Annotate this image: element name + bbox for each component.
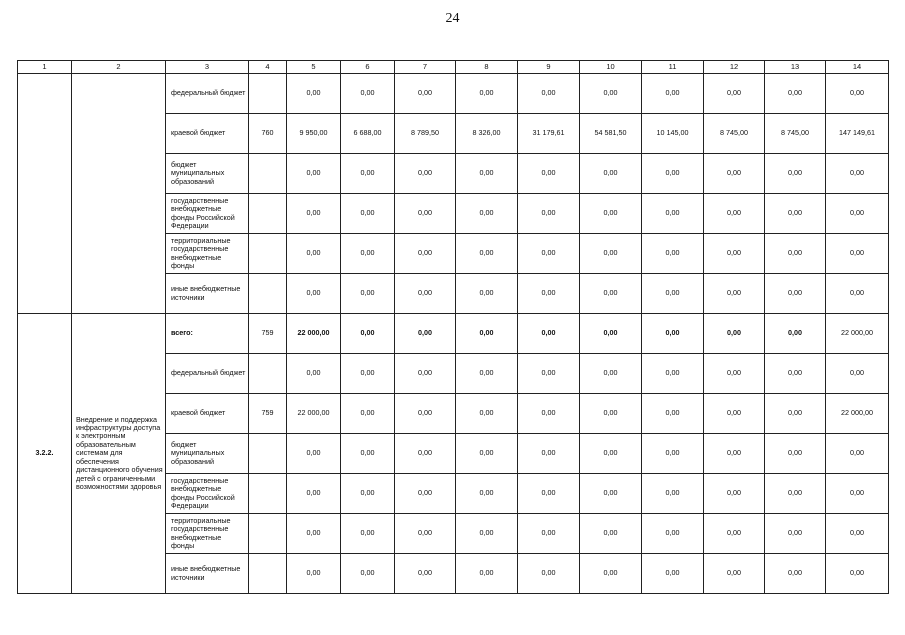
amount-cell: 0,00	[580, 554, 642, 594]
amount-cell: 0,00	[395, 474, 456, 514]
funding-source-label: краевой бюджет	[166, 394, 249, 434]
amount-cell: 0,00	[287, 474, 341, 514]
amount-cell: 22 000,00	[826, 314, 889, 354]
amount-cell: 0,00	[456, 234, 518, 274]
amount-cell: 0,00	[580, 514, 642, 554]
amount-cell: 0,00	[704, 234, 765, 274]
amount-cell: 0,00	[341, 554, 395, 594]
amount-cell: 0,00	[642, 74, 704, 114]
amount-cell: 0,00	[341, 514, 395, 554]
amount-cell: 0,00	[518, 474, 580, 514]
amount-cell: 0,00	[826, 194, 889, 234]
amount-cell: 0,00	[287, 74, 341, 114]
amount-cell: 0,00	[341, 434, 395, 474]
column-number-6: 6	[341, 61, 395, 74]
amount-cell: 0,00	[287, 434, 341, 474]
amount-cell: 0,00	[765, 474, 826, 514]
amount-cell: 0,00	[287, 154, 341, 194]
amount-cell: 0,00	[580, 354, 642, 394]
amount-cell: 0,00	[456, 394, 518, 434]
amount-cell: 0,00	[704, 154, 765, 194]
amount-cell: 0,00	[341, 314, 395, 354]
amount-cell: 0,00	[518, 514, 580, 554]
amount-cell: 0,00	[395, 154, 456, 194]
funding-source-label: государственные внебюджетные фонды Российской Федерации	[166, 194, 249, 234]
budget-code-cell	[249, 354, 287, 394]
amount-cell: 0,00	[704, 434, 765, 474]
amount-cell: 0,00	[580, 474, 642, 514]
funding-source-label: иные внебюджетные источники	[166, 274, 249, 314]
amount-cell: 0,00	[456, 194, 518, 234]
amount-cell: 0,00	[642, 234, 704, 274]
amount-cell: 0,00	[395, 194, 456, 234]
amount-cell: 8 745,00	[765, 114, 826, 154]
amount-cell: 0,00	[518, 274, 580, 314]
budget-code-cell	[249, 434, 287, 474]
column-number-11: 11	[642, 61, 704, 74]
column-number-3: 3	[166, 61, 249, 74]
amount-cell: 0,00	[287, 194, 341, 234]
amount-cell: 0,00	[341, 234, 395, 274]
amount-cell: 0,00	[456, 74, 518, 114]
budget-code-cell	[249, 514, 287, 554]
amount-cell: 0,00	[765, 554, 826, 594]
amount-cell: 0,00	[642, 274, 704, 314]
amount-cell: 0,00	[765, 514, 826, 554]
amount-cell: 0,00	[642, 194, 704, 234]
amount-cell: 8 789,50	[395, 114, 456, 154]
amount-cell: 0,00	[518, 234, 580, 274]
funding-source-label: всего:	[166, 314, 249, 354]
amount-cell: 54 581,50	[580, 114, 642, 154]
amount-cell: 0,00	[704, 514, 765, 554]
amount-cell: 0,00	[704, 354, 765, 394]
column-number-9: 9	[518, 61, 580, 74]
amount-cell: 0,00	[765, 274, 826, 314]
column-number-14: 14	[826, 61, 889, 74]
funding-source-label: территориальные государственные внебюджетные фонды	[166, 234, 249, 274]
table-row	[18, 74, 889, 114]
amount-cell: 0,00	[456, 434, 518, 474]
amount-cell: 22 000,00	[287, 314, 341, 354]
amount-cell: 22 000,00	[826, 394, 889, 434]
budget-code-cell	[249, 154, 287, 194]
budget-code-cell: 760	[249, 114, 287, 154]
amount-cell: 0,00	[826, 554, 889, 594]
amount-cell: 0,00	[642, 434, 704, 474]
amount-cell: 0,00	[456, 274, 518, 314]
amount-cell: 0,00	[518, 554, 580, 594]
amount-cell: 0,00	[704, 74, 765, 114]
budget-code-cell: 759	[249, 394, 287, 434]
amount-cell: 0,00	[765, 194, 826, 234]
amount-cell: 0,00	[395, 354, 456, 394]
column-number-5: 5	[287, 61, 341, 74]
amount-cell: 0,00	[704, 554, 765, 594]
amount-cell: 0,00	[287, 354, 341, 394]
amount-cell: 0,00	[456, 514, 518, 554]
funding-source-label: бюджет муниципальных образований	[166, 154, 249, 194]
amount-cell: 0,00	[456, 554, 518, 594]
amount-cell: 0,00	[826, 474, 889, 514]
amount-cell: 0,00	[580, 234, 642, 274]
amount-cell: 0,00	[395, 514, 456, 554]
amount-cell: 0,00	[642, 314, 704, 354]
amount-cell: 0,00	[395, 234, 456, 274]
amount-cell: 0,00	[826, 514, 889, 554]
amount-cell: 0,00	[580, 314, 642, 354]
item-description	[72, 74, 166, 314]
amount-cell: 0,00	[287, 234, 341, 274]
amount-cell: 0,00	[456, 354, 518, 394]
budget-code-cell	[249, 474, 287, 514]
amount-cell: 0,00	[518, 154, 580, 194]
amount-cell: 0,00	[642, 514, 704, 554]
amount-cell: 0,00	[395, 554, 456, 594]
column-number-2: 2	[72, 61, 166, 74]
amount-cell: 0,00	[580, 74, 642, 114]
amount-cell: 0,00	[518, 74, 580, 114]
column-number-7: 7	[395, 61, 456, 74]
amount-cell: 0,00	[826, 434, 889, 474]
amount-cell: 0,00	[395, 74, 456, 114]
amount-cell: 0,00	[518, 194, 580, 234]
amount-cell: 0,00	[642, 474, 704, 514]
amount-cell: 0,00	[518, 314, 580, 354]
budget-table	[17, 60, 889, 594]
funding-source-label: государственные внебюджетные фонды Российской Федерации	[166, 474, 249, 514]
funding-source-label: краевой бюджет	[166, 114, 249, 154]
amount-cell: 22 000,00	[287, 394, 341, 434]
amount-cell: 0,00	[642, 394, 704, 434]
amount-cell: 0,00	[287, 554, 341, 594]
item-code	[18, 74, 72, 314]
column-number-12: 12	[704, 61, 765, 74]
item-code: 3.2.2.	[18, 314, 72, 594]
amount-cell: 0,00	[341, 154, 395, 194]
amount-cell: 0,00	[642, 354, 704, 394]
amount-cell: 0,00	[765, 354, 826, 394]
funding-source-label: бюджет муниципальных образований	[166, 434, 249, 474]
amount-cell: 0,00	[580, 434, 642, 474]
amount-cell: 0,00	[341, 274, 395, 314]
amount-cell: 0,00	[580, 154, 642, 194]
amount-cell: 0,00	[395, 274, 456, 314]
amount-cell: 0,00	[580, 274, 642, 314]
amount-cell: 0,00	[765, 434, 826, 474]
amount-cell: 0,00	[456, 154, 518, 194]
amount-cell: 0,00	[341, 194, 395, 234]
amount-cell: 0,00	[704, 394, 765, 434]
amount-cell: 8 326,00	[456, 114, 518, 154]
amount-cell: 0,00	[765, 154, 826, 194]
budget-code-cell	[249, 74, 287, 114]
amount-cell: 0,00	[642, 154, 704, 194]
amount-cell: 0,00	[395, 314, 456, 354]
budget-code-cell: 759	[249, 314, 287, 354]
column-number-4: 4	[249, 61, 287, 74]
amount-cell: 0,00	[518, 434, 580, 474]
column-number-10: 10	[580, 61, 642, 74]
amount-cell: 0,00	[341, 74, 395, 114]
column-number-1: 1	[18, 61, 72, 74]
amount-cell: 0,00	[704, 474, 765, 514]
amount-cell: 0,00	[341, 354, 395, 394]
amount-cell: 0,00	[341, 394, 395, 434]
column-number-13: 13	[765, 61, 826, 74]
amount-cell: 0,00	[518, 394, 580, 434]
amount-cell: 0,00	[287, 274, 341, 314]
amount-cell: 0,00	[580, 194, 642, 234]
amount-cell: 0,00	[826, 274, 889, 314]
funding-source-label: территориальные государственные внебюджетные фонды	[166, 514, 249, 554]
amount-cell: 0,00	[395, 394, 456, 434]
amount-cell: 10 145,00	[642, 114, 704, 154]
budget-code-cell	[249, 274, 287, 314]
amount-cell: 31 179,61	[518, 114, 580, 154]
amount-cell: 0,00	[456, 474, 518, 514]
budget-code-cell	[249, 554, 287, 594]
amount-cell: 0,00	[456, 314, 518, 354]
funding-source-label: иные внебюджетные источники	[166, 554, 249, 594]
amount-cell: 147 149,61	[826, 114, 889, 154]
amount-cell: 0,00	[518, 354, 580, 394]
amount-cell: 0,00	[826, 354, 889, 394]
amount-cell: 0,00	[826, 74, 889, 114]
amount-cell: 0,00	[395, 434, 456, 474]
amount-cell: 0,00	[704, 314, 765, 354]
amount-cell: 0,00	[580, 394, 642, 434]
amount-cell: 0,00	[826, 234, 889, 274]
amount-cell: 0,00	[765, 394, 826, 434]
amount-cell: 6 688,00	[341, 114, 395, 154]
amount-cell: 0,00	[642, 554, 704, 594]
column-number-8: 8	[456, 61, 518, 74]
budget-code-cell	[249, 234, 287, 274]
amount-cell: 8 745,00	[704, 114, 765, 154]
amount-cell: 0,00	[287, 514, 341, 554]
amount-cell: 0,00	[765, 74, 826, 114]
amount-cell: 0,00	[704, 274, 765, 314]
amount-cell: 9 950,00	[287, 114, 341, 154]
amount-cell: 0,00	[341, 474, 395, 514]
item-description: Внедрение и поддержка инфраструктуры доступа к электронным образовательным системам для обеспечения дистанционного обучения детей с ограниченными возможностями здоровья	[72, 314, 166, 594]
amount-cell: 0,00	[765, 234, 826, 274]
column-number-row	[18, 61, 889, 74]
amount-cell: 0,00	[704, 194, 765, 234]
funding-source-label: федеральный бюджет	[166, 74, 249, 114]
funding-source-label: федеральный бюджет	[166, 354, 249, 394]
table-row	[18, 314, 889, 354]
page-number: 24	[445, 11, 460, 26]
budget-code-cell	[249, 194, 287, 234]
amount-cell: 0,00	[826, 154, 889, 194]
amount-cell: 0,00	[765, 314, 826, 354]
